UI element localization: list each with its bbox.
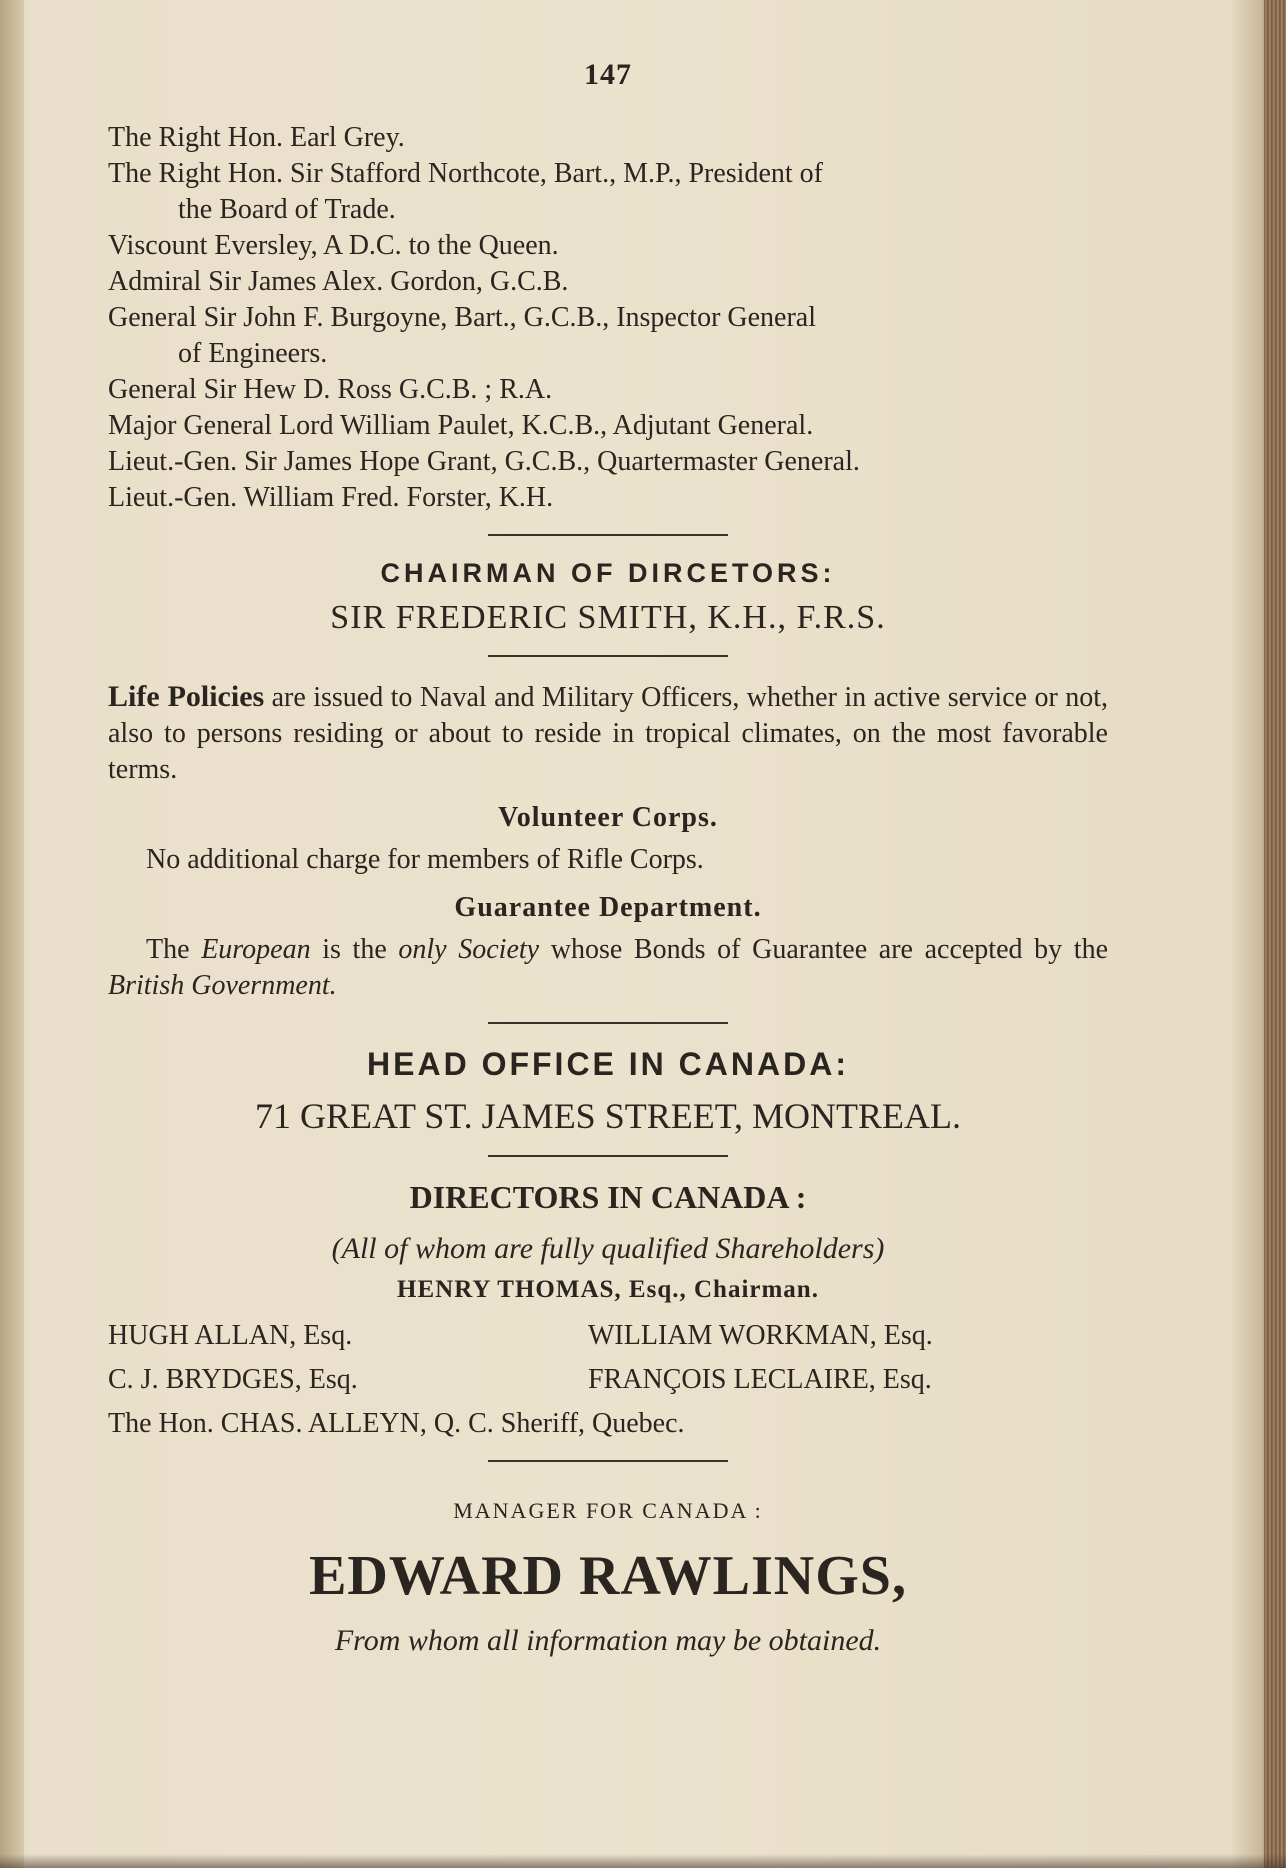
page-edge <box>1264 0 1286 1868</box>
guarantee-heading: Guarantee Department. <box>454 892 762 923</box>
page-shadow <box>0 1854 1286 1868</box>
director-name: WILLIAM WORKMAN, Esq. <box>588 1320 933 1351</box>
chairman-heading: CHAIRMAN OF DIRCETORS: <box>380 558 836 588</box>
patron-line: Lieut.-Gen. William Fred. Forster, K.H. <box>108 482 554 513</box>
volunteer-text: No additional charge for members of Rifle Corps. <box>146 844 704 875</box>
divider-rule <box>488 1155 728 1157</box>
divider-rule <box>488 1460 728 1462</box>
guarantee-italic: only Society <box>398 934 540 965</box>
patron-line: Viscount Eversley, A D.C. to the Queen. <box>108 230 559 261</box>
life-policies-text: are issued to Naval and Military Officers, whether in active service or not, also to persons residing or about to reside in tropical climates, on the most favorable terms. <box>108 682 1108 785</box>
guarantee-text: The <box>146 934 202 965</box>
life-policies-lead: Life Policies <box>108 680 265 713</box>
chairman-name: SIR FREDERIC SMITH, K.H., F.R.S. <box>330 599 886 636</box>
volunteer-heading: Volunteer Corps. <box>498 802 718 833</box>
directors-heading: DIRECTORS IN CANADA : <box>409 1179 807 1215</box>
page-spine <box>0 0 24 1868</box>
directors-row <box>108 1314 1108 1358</box>
manager-heading: MANAGER FOR CANADA : <box>453 1498 763 1523</box>
divider-rule <box>488 534 728 536</box>
guarantee-italic: European <box>201 934 311 965</box>
manager-note: From whom all information may be obtained. <box>334 1624 882 1657</box>
patron-line: The Right Hon. Sir Stafford Northcote, Bart., M.P., President of <box>108 158 823 189</box>
director-name: HUGH ALLAN, Esq. <box>108 1320 353 1351</box>
directors-note: (All of whom are fully qualified Shareholders) <box>331 1232 885 1265</box>
guarantee-paragraph <box>108 932 1108 1004</box>
patron-line: General Sir John F. Burgoyne, Bart., G.C.B., Inspector General <box>108 302 816 333</box>
patron-line: General Sir Hew D. Ross G.C.B. ; R.A. <box>108 374 553 405</box>
head-office-address: 71 GREAT ST. JAMES STREET, MONTREAL. <box>254 1096 962 1136</box>
divider-rule <box>488 1022 728 1024</box>
divider-rule <box>488 655 728 657</box>
head-office-heading: HEAD OFFICE IN CANADA: <box>367 1046 849 1082</box>
guarantee-text: is the <box>310 934 399 965</box>
patron-line-continued: of Engineers. <box>178 338 328 369</box>
life-policies-paragraph <box>108 679 1108 788</box>
manager-name: EDWARD RAWLINGS, <box>309 1545 907 1607</box>
guarantee-text: whose Bonds of Guarantee are accepted by the <box>539 934 1109 965</box>
patron-line: Admiral Sir James Alex. Gordon, G.C.B. <box>108 266 569 297</box>
page-number: 147 <box>584 58 632 91</box>
directors-chairman: HENRY THOMAS, Esq., Chairman. <box>397 1276 819 1303</box>
director-name: The Hon. CHAS. ALLEYN, Q. C. Sheriff, Quebec. <box>108 1408 685 1439</box>
page-content <box>108 58 1108 1658</box>
director-name: C. J. BRYDGES, Esq. <box>108 1364 358 1395</box>
patron-line: The Right Hon. Earl Grey. <box>108 122 405 153</box>
patrons-list <box>108 120 1108 516</box>
directors-row <box>108 1358 1108 1402</box>
patron-line: Lieut.-Gen. Sir James Hope Grant, G.C.B., Quartermaster General. <box>108 446 860 477</box>
guarantee-italic: British Government. <box>108 970 337 1001</box>
patron-line: Major General Lord William Paulet, K.C.B., Adjutant General. <box>108 410 814 441</box>
director-name: FRANÇOIS LECLAIRE, Esq. <box>588 1364 932 1395</box>
patron-line-continued: the Board of Trade. <box>178 194 396 225</box>
directors-row <box>108 1402 1108 1446</box>
